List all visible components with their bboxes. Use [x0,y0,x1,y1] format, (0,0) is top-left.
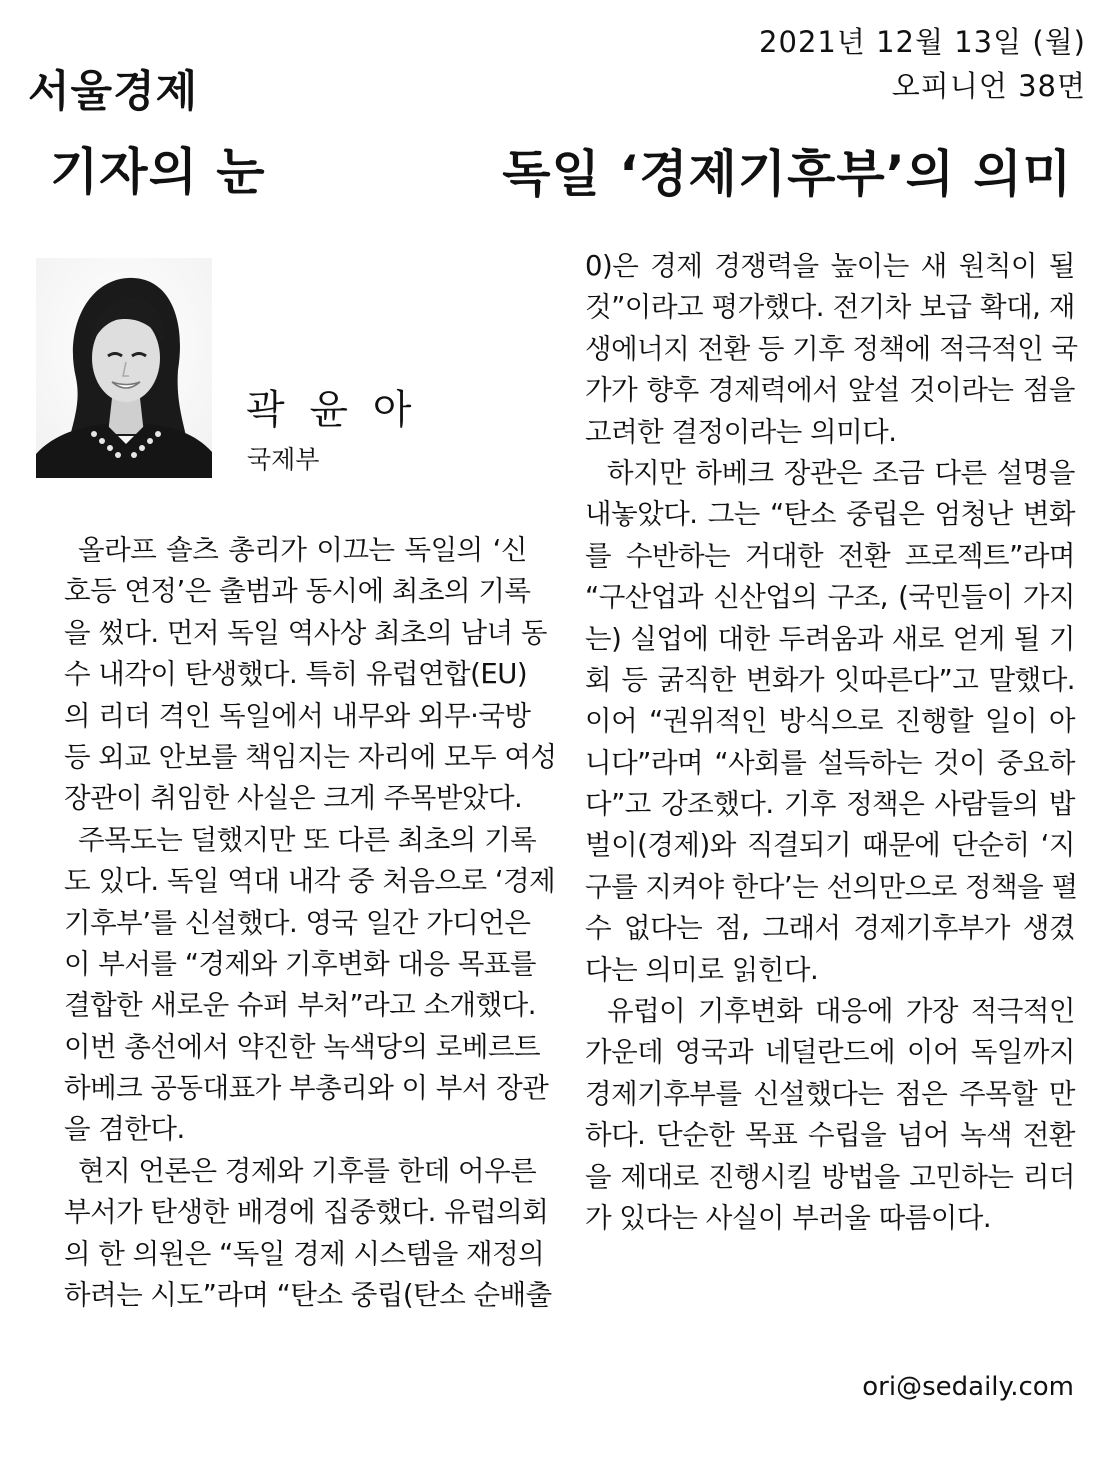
article-line: 을 썼다. 먼저 독일 역사상 최초의 남녀 동 [64,616,547,649]
reporter-dept: 국제부 [247,445,320,474]
article-line: 결합한 새로운 슈퍼 부처”라고 소개했다. [64,989,536,1022]
article-line: 것”이라고 평가했다. 전기차 보급 확대, 재 [585,291,1075,324]
article-line: “구산업과 신산업의 구조, (국민들이 가지 [585,581,1075,614]
article-line: 하지만 하베크 장관은 조금 다른 설명을 [607,456,1075,489]
article-line: 를 수반하는 거대한 전환 프로젝트”라며 [585,539,1075,572]
article-line: 수 없다는 점, 그래서 경제기후부가 생겼 [585,912,1075,945]
article-line: 하베크 공동대표가 부총리와 이 부서 장관 [64,1072,549,1105]
headline: 독일 ‘경제기후부’의 의미 [502,145,1072,203]
article-line: 0)은 경제 경쟁력을 높이는 새 원칙이 될 [585,250,1075,282]
article-line: 는) 실업에 대한 두려움과 새로 얻게 될 기 [585,622,1075,655]
article-line: 이어 “권위적인 방식으로 진행할 일이 아 [585,705,1075,738]
article-line: 내놓았다. 그는 “탄소 중립은 엄청난 변화 [585,498,1075,531]
article-line: 이번 총선에서 약진한 녹색당의 로베르트 [64,1030,541,1063]
article-line: 가 있다는 사실이 부러울 따름이다. [585,1201,992,1234]
article-line: 구를 지켜야 한다’는 선의만으로 정책을 펼 [585,870,1078,903]
article-line: 다는 의미로 읽힌다. [585,953,819,986]
article-line: 생에너지 전환 등 기후 정책에 적극적인 국 [585,332,1078,365]
section-page: 오피니언 38면 [891,69,1086,103]
article-line: 다”고 강조했다. 기후 정책은 사람들의 밥 [585,788,1075,821]
article-line: 하다. 단순한 목표 수립을 넘어 녹색 전환 [585,1119,1075,1152]
article-line: 장관이 취임한 사실은 크게 주목받았다. [64,782,523,815]
article-line: 부서가 탄생한 배경에 집중했다. 유럽의회 [64,1196,549,1229]
article-line: 의 한 의원은 “독일 경제 시스템을 재정의 [64,1237,545,1270]
publication-date: 2021년 12월 13일 (월) [759,25,1086,59]
article-line: 하려는 시도”라며 “탄소 중립(탄소 순배출 [64,1279,552,1312]
article-line: 을 겸한다. [64,1113,185,1146]
article-line: 경제기후부를 신설했다는 점은 주목할 만 [585,1077,1075,1110]
article-column-right [585,246,1078,1239]
article-line: 올라프 숄츠 총리가 이끄는 독일의 ‘신 [78,534,527,566]
article-line: 현지 언론은 경제와 기후를 한데 어우른 [78,1154,537,1187]
article-column-left [64,530,557,1316]
article-line: 의 리더 격인 독일에서 내무와 외무·국방 [64,699,531,732]
column-name: 기자의 눈 [50,143,266,201]
article-line: 회 등 굵직한 변화가 잇따른다”고 말했다. [585,663,1075,696]
reporter-name: 곽 윤 아 [246,387,418,433]
article-line: 기후부’를 신설했다. 영국 일간 가디언은 [64,906,531,939]
reporter-photo [36,258,212,478]
article-line: 고려한 결정이라는 의미다. [585,415,897,448]
article-line: 등 외교 안보를 책임지는 자리에 모두 여성 [64,740,557,773]
article-line: 을 제대로 진행시킬 방법을 고민하는 리더 [585,1160,1075,1193]
article-line: 가가 향후 경제력에서 앞설 것이라는 점을 [585,374,1075,407]
article-line: 수 내각이 탄생했다. 특히 유럽연합(EU) [64,658,528,691]
article-line: 이 부서를 “경제와 기후변화 대응 목표를 [64,947,536,980]
article-line: 니다”라며 “사회를 설득하는 것이 중요하 [585,746,1075,779]
article-line: 가운데 영국과 네덜란드에 이어 독일까지 [585,1036,1075,1069]
reporter-email[interactable]: ori@sedaily.com [862,1372,1074,1402]
article-line: 호등 연정’은 출범과 동시에 최초의 기록 [64,575,531,608]
article-line: 도 있다. 독일 역대 내각 중 처음으로 ‘경제 [64,865,556,898]
masthead: 서울경제 [28,67,199,117]
article-line: 주목도는 덜했지만 또 다른 최초의 기록 [78,823,537,856]
date-block [759,20,1086,108]
article-line: 벌이(경제)와 직결되기 때문에 단순히 ‘지 [585,829,1075,862]
article-line: 유럽이 기후변화 대응에 가장 적극적인 [607,995,1075,1028]
